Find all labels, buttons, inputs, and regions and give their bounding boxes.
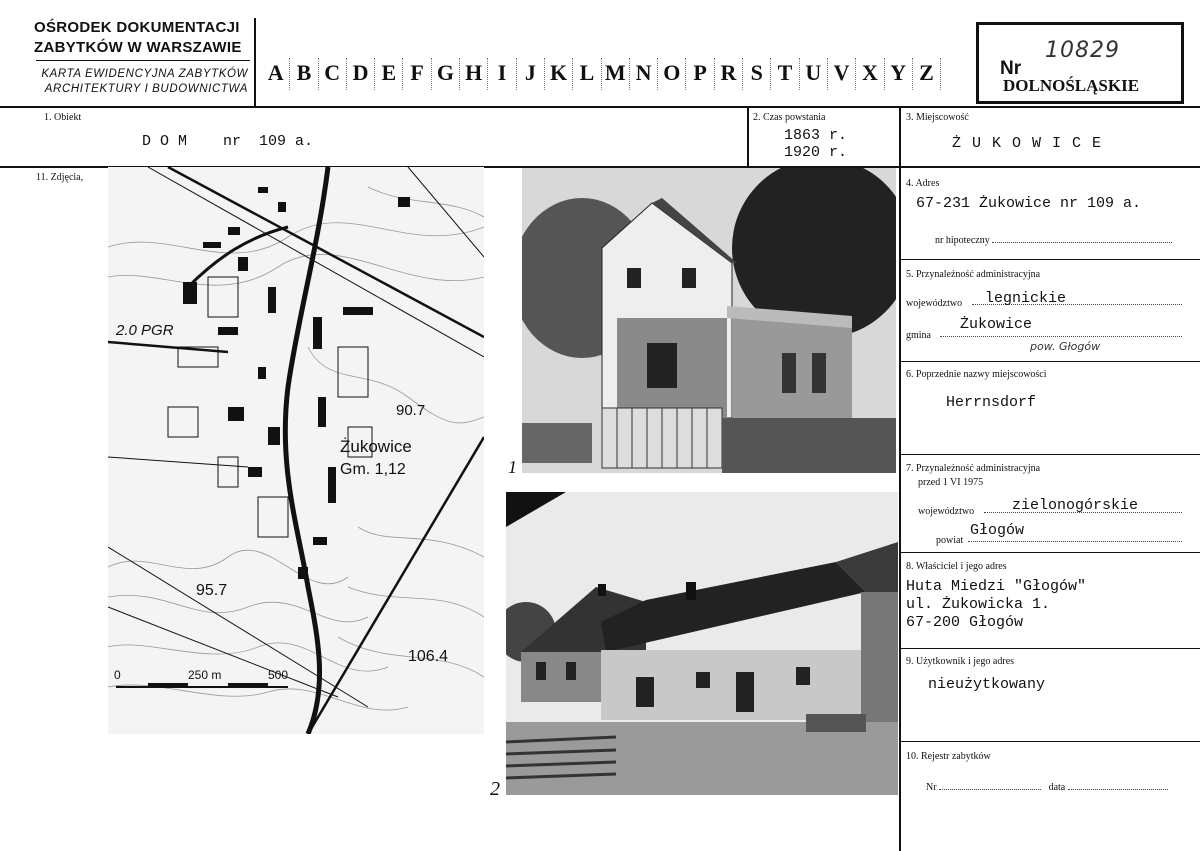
admin-label: 5. Przynależność administracyjna bbox=[906, 269, 1041, 280]
owner-line-1: Huta Miedzi "Głogów" bbox=[906, 578, 1087, 595]
card-title-line2: ARCHITEKTURY I BUDOWNICTWA bbox=[44, 83, 248, 95]
map-place-name: Żukowice bbox=[340, 437, 412, 456]
owner-address bbox=[906, 578, 1086, 632]
photo-2-number: 2 bbox=[490, 778, 500, 800]
registry-nr-line bbox=[939, 789, 1041, 790]
header-divider bbox=[36, 60, 250, 61]
voivodeship-label: województwo bbox=[906, 298, 963, 309]
index-letter-y: Y bbox=[885, 58, 913, 90]
map-scale-500: 500 bbox=[268, 668, 289, 682]
nr-label: Nr bbox=[1000, 58, 1022, 79]
gmina-line bbox=[940, 336, 1182, 337]
map-elevation-1: 90.7 bbox=[396, 402, 426, 419]
index-letter-p: P bbox=[686, 58, 714, 90]
registry-date-label: data bbox=[1048, 782, 1066, 793]
index-letter-h: H bbox=[460, 58, 488, 90]
gmina-note: pow. Głogów bbox=[1030, 340, 1101, 353]
object-label: 1. Obiekt bbox=[44, 112, 82, 123]
header-vertical-rule bbox=[254, 18, 256, 106]
index-letter-z: Z bbox=[913, 58, 941, 90]
address-value: 67-231 Żukowice nr 109 a. bbox=[916, 195, 1142, 212]
registry-nr-label: Nr bbox=[926, 782, 937, 793]
photo-1-number: 1 bbox=[508, 457, 517, 477]
index-letter-t: T bbox=[771, 58, 799, 90]
region-name: DOLNOŚLĄSKIE bbox=[1003, 76, 1140, 95]
county-value: Głogów bbox=[970, 522, 1025, 539]
index-letter-v: V bbox=[828, 58, 856, 90]
object-value: D O M nr 109 a. bbox=[142, 133, 314, 150]
institution-name bbox=[34, 18, 242, 58]
index-letter-f: F bbox=[403, 58, 431, 90]
index-letter-m: M bbox=[602, 58, 630, 90]
right-column-divider bbox=[899, 106, 901, 851]
top-rule bbox=[0, 106, 1200, 108]
owner-label: 8. Właściciel i jego adres bbox=[906, 561, 1007, 572]
index-letter-x: X bbox=[856, 58, 884, 90]
index-letter-r: R bbox=[715, 58, 743, 90]
date-value-1: 1863 r. bbox=[784, 127, 848, 144]
county-label: powiat bbox=[936, 535, 964, 546]
rule-after-previous bbox=[899, 454, 1200, 455]
photos-label: 11. Zdjęcia, bbox=[36, 172, 84, 183]
rule-after-admin bbox=[899, 361, 1200, 362]
map-gmina-text: Gm. 1,12 bbox=[340, 461, 406, 478]
rule-after-user bbox=[899, 741, 1200, 742]
index-letter-o: O bbox=[658, 58, 686, 90]
mortgage-field bbox=[935, 235, 1172, 246]
county-line bbox=[968, 541, 1182, 542]
place-value: Ż U K O W I C E bbox=[952, 135, 1103, 152]
map-elevation-2: 95.7 bbox=[196, 582, 228, 599]
voivodeship-1975-label: województwo bbox=[918, 506, 975, 517]
index-letter-n: N bbox=[630, 58, 658, 90]
index-letter-s: S bbox=[743, 58, 771, 90]
date-label: 2. Czas powstania bbox=[753, 112, 826, 123]
previous-names-label: 6. Poprzednie nazwy miejscowości bbox=[906, 369, 1047, 380]
institution-line1: OŚRODEK DOKUMENTACJI bbox=[34, 19, 240, 36]
index-letter-k: K bbox=[545, 58, 573, 90]
rule-after-address bbox=[899, 259, 1200, 260]
admin-1975-sublabel: przed 1 VI 1975 bbox=[918, 477, 984, 488]
mortgage-value-line bbox=[992, 242, 1172, 243]
index-letter-a: A bbox=[262, 58, 290, 90]
institution-line2: ZABYTKÓW W WARSZAWIE bbox=[34, 39, 242, 56]
index-letter-b: B bbox=[290, 58, 318, 90]
index-letter-j: J bbox=[517, 58, 545, 90]
owner-line-3: 67-200 Głogów bbox=[906, 614, 1024, 631]
owner-line-2: ul. Żukowicka 1. bbox=[906, 596, 1051, 613]
index-letters bbox=[262, 58, 941, 90]
card-title bbox=[38, 67, 248, 97]
date-value-2: 1920 r. bbox=[784, 144, 848, 161]
map-pgr-label: 2.0 PGR bbox=[116, 322, 174, 339]
address-label: 4. Adres bbox=[906, 178, 940, 189]
registry-date-line bbox=[1068, 789, 1168, 790]
previous-names-value: Herrnsdorf bbox=[946, 394, 1037, 411]
gmina-label: gmina bbox=[906, 330, 931, 341]
admin-1975-label: 7. Przynależność administracyjna bbox=[906, 463, 1041, 474]
registry-label: 10. Rejestr zabytków bbox=[906, 751, 991, 762]
photo-1 bbox=[522, 168, 896, 473]
rule-after-owner bbox=[899, 648, 1200, 649]
card-title-line1: KARTA EWIDENCYJNA ZABYTKÓW bbox=[41, 68, 248, 80]
gmina-value: Żukowice bbox=[960, 316, 1033, 333]
user-value: nieużytkowany bbox=[928, 676, 1046, 693]
mortgage-label: nr hipoteczny bbox=[935, 235, 990, 246]
index-letter-i: I bbox=[488, 58, 516, 90]
index-letter-u: U bbox=[800, 58, 828, 90]
index-letter-e: E bbox=[375, 58, 403, 90]
card-number: 10829 bbox=[1045, 38, 1120, 63]
map-scale-0: 0 bbox=[114, 668, 121, 682]
user-label: 9. Użytkownik i jego adres bbox=[906, 656, 1015, 667]
date-values bbox=[784, 127, 847, 161]
registry-fields bbox=[926, 782, 1168, 793]
location-map bbox=[108, 167, 484, 734]
rule-after-1975 bbox=[899, 552, 1200, 553]
index-letter-d: D bbox=[347, 58, 375, 90]
index-letter-c: C bbox=[319, 58, 347, 90]
voivodeship-1975-value: zielonogórskie bbox=[1012, 497, 1139, 514]
map-elevation-3: 106.4 bbox=[408, 648, 449, 665]
index-letter-l: L bbox=[573, 58, 601, 90]
row1-divider-1 bbox=[747, 106, 749, 166]
photo-2 bbox=[506, 492, 898, 795]
map-scale-250: 250 m bbox=[188, 668, 222, 682]
place-label: 3. Miejscowość bbox=[906, 112, 969, 123]
voivodeship-value: legnickie bbox=[985, 290, 1067, 307]
index-letter-g: G bbox=[432, 58, 460, 90]
